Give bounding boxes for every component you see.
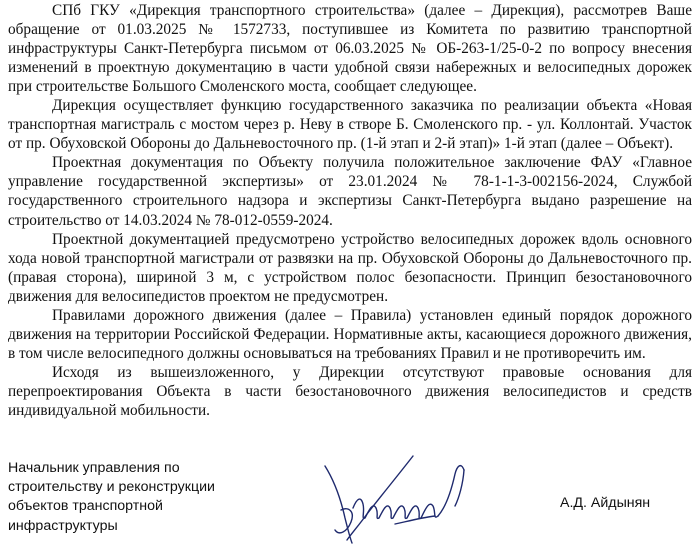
signatory-title-line: инфраструктуры — [8, 517, 118, 534]
signatory-title-line: Начальник управления по — [8, 460, 180, 476]
handwritten-signature — [295, 448, 485, 545]
paragraph-expertise: Проектная документация по Объекту получила положительное заключение ФАУ «Главное управление государственной экспертизы» от 23.01.2024 № 78-1-1-3-002156-2024, Службой государственного строительного надзора и экспертизы Санкт-Петербурга выдано разрешение на строительство от 14.03.2024 № 78-012-0559-2024. — [8, 154, 692, 229]
signatory-title — [8, 459, 238, 536]
signatory-title-line: строительству и реконструкции — [8, 479, 215, 496]
signatory-title-line: объектов транспортной — [8, 498, 163, 515]
paragraph-conclusion: Исходя из вышеизложенного, у Дирекции отсутствуют правовые основания для перепроектирования Объекта в части безостановочного движения велосипедистов и средств индивидуальной мобильности. — [8, 363, 692, 419]
paragraph-customer: Дирекция осуществляет функцию государственного заказчика по реализации объекта «Новая транспортная магистраль с мостом через р. Неву в створе Б. Смоленского пр. - ул. Коллонтай. Участок от пр. Обуховской Обороны до Дальневосточного пр. (1-й этап и 2-й этап)» 1-й этап (далее – Объект). — [8, 97, 692, 153]
paragraph-design: Проектной документацией предусмотрено устройство велосипедных дорожек вдоль основного хода новой транспортной магистрали от развязки на пр. Обуховской Обороны до Дальневосточного пр. (правая сторона), шириной 3 м, с устройством полос безопасности. Принцип безостановочного движения для велосипедистов проектом не предусмотрен. — [8, 230, 692, 305]
paragraph-rules: Правилами дорожного движения (далее – Правила) установлен единый порядок дорожного движения на территории Российской Федерации. Нормативные акты, касающиеся дорожного движения, в том числе велосипедного должны основываться на требованиях Правил и не противоречить им. — [8, 306, 692, 362]
signatory-name: А.Д. Айдынян — [560, 495, 651, 511]
paragraph-intro: СПб ГКУ «Дирекция транспортного строительства» (далее – Дирекция), рассмотрев Ваше обращение от 01.03.2025 № 1572733, поступившее из Комитета по развитию транспортной инфраструктуры Санкт-Петербурга письмом от 06.03.2025 № ОБ-263-1/25-0-2 по вопросу внесения изменений в проектную документацию в части удобной связи набережных и велосипедных дорожек при строительстве Большого Смоленского моста, сообщает следующее. — [8, 2, 692, 96]
letter-body — [8, 1, 692, 420]
